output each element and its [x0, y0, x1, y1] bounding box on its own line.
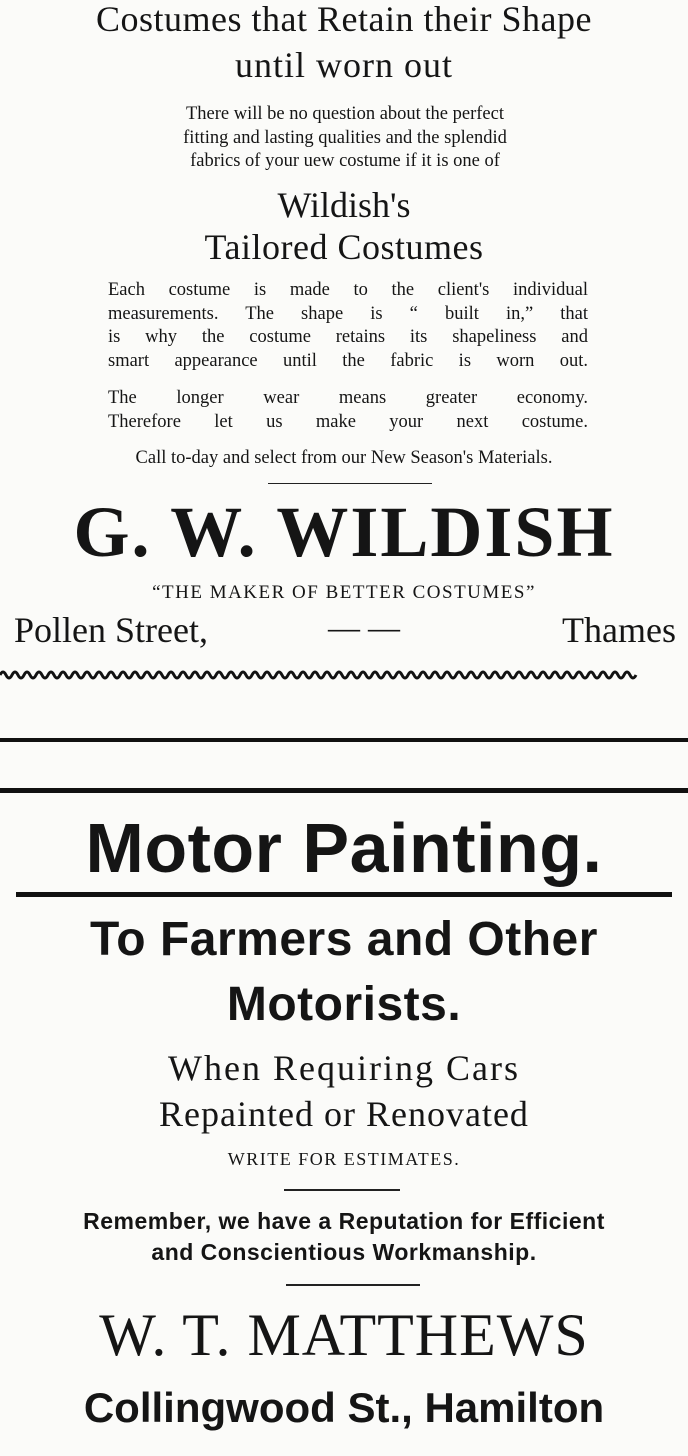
headline: Motor Painting. — [85, 809, 603, 887]
divider — [268, 483, 432, 484]
divider — [284, 1189, 400, 1191]
wavy-border — [0, 668, 688, 682]
product-name-line-2: Tailored Costumes — [204, 227, 484, 267]
body-line: Each costume is made to the client's individual — [108, 280, 588, 300]
body-paragraph-1 — [108, 279, 588, 373]
intro-line: fabrics of your uew costume if it is one of — [190, 151, 500, 171]
address-town: Thames — [562, 610, 676, 650]
column-separator — [0, 738, 688, 742]
body-line: measurements. The shape is “ built in,” that — [108, 303, 588, 324]
body-line: The longer wear means greater economy. — [108, 388, 588, 408]
wildish-advertisement — [0, 0, 688, 690]
subheadline-line-1: To Farmers and Other — [90, 913, 598, 966]
subheadline-line-2: Motorists. — [226, 978, 462, 1031]
body-line: is why the costume retains its shapeliness and — [108, 327, 588, 347]
call-to-action: Call to-day and select from our New Season's Materials. — [135, 448, 553, 468]
address-dash: — — — [328, 609, 400, 645]
company-name: W. T. MATTHEWS — [99, 1302, 589, 1368]
tagline: “THE MAKER OF BETTER COSTUMES” — [152, 582, 536, 603]
intro-line: There will be no question about the perfect — [186, 104, 504, 124]
body-line: Therefore let us make your next costume. — [108, 411, 588, 432]
product-name-line-1: Wildish's — [277, 185, 411, 225]
matthews-advertisement — [0, 795, 688, 1456]
intro-line: fitting and lasting qualities and the splendid — [183, 127, 507, 148]
body-line: smart appearance until the fabric is worn out. — [108, 350, 588, 371]
address-street: Pollen Street, — [14, 610, 208, 650]
intro-text — [100, 103, 590, 174]
reputation-line-1: Remember, we have a Reputation for Efficient — [83, 1208, 605, 1234]
company-name: G. W. WILDISH — [73, 492, 615, 572]
address: Collingwood St., Hamilton — [83, 1384, 605, 1431]
column-separator — [0, 788, 688, 793]
body-paragraph-2 — [108, 387, 588, 434]
offer-line-1: When Requiring Cars — [168, 1048, 520, 1088]
estimate-note: WRITE FOR ESTIMATES. — [227, 1149, 461, 1169]
headline-underline — [16, 892, 672, 897]
divider — [286, 1284, 420, 1286]
headline-line-2: until worn out — [235, 45, 453, 85]
address-row — [14, 609, 676, 655]
offer-line-2: Repainted or Renovated — [159, 1094, 529, 1134]
reputation-line-2: and Conscientious Workmanship. — [151, 1239, 537, 1265]
headline-line-1: Costumes that Retain their Shape — [96, 0, 592, 39]
